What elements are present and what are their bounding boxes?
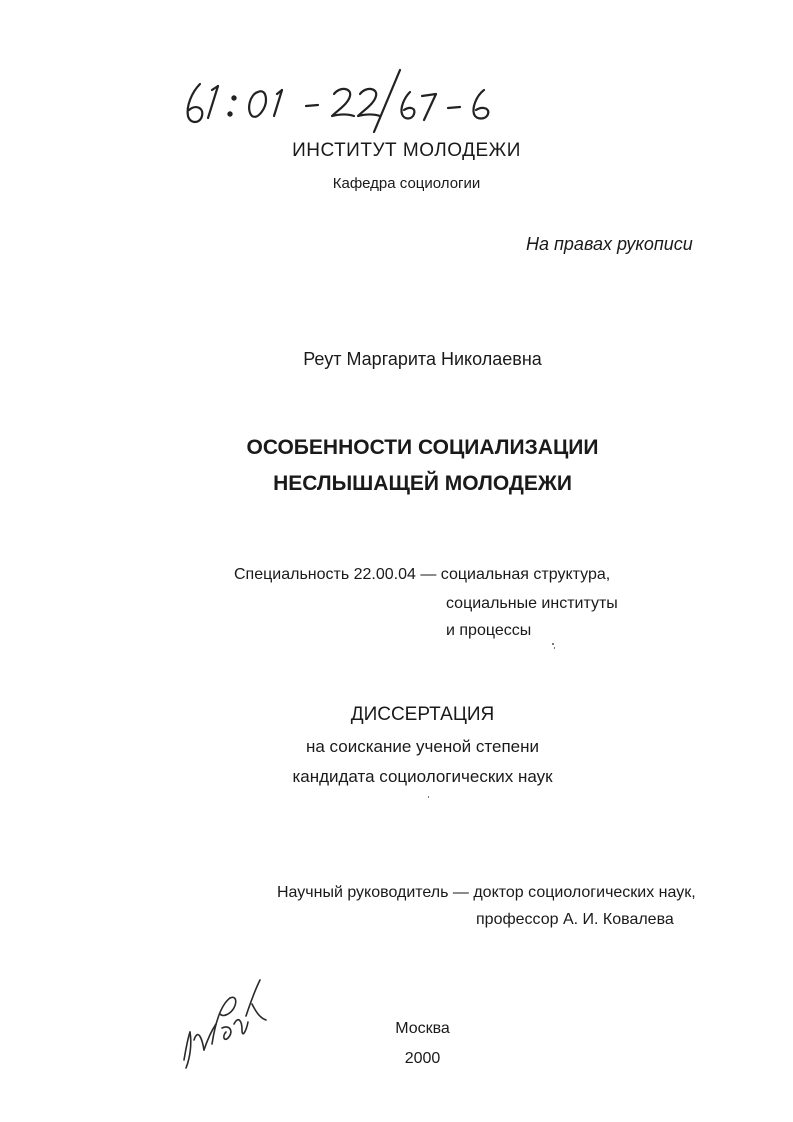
supervisor-line-1: Научный руководитель — доктор социологических наук, [277, 884, 696, 901]
institute-name: ИНСТИТУТ МОЛОДЕЖИ [292, 140, 521, 161]
handwritten-archive-code [178, 62, 538, 140]
dissertation-title-line-2: НЕСЛЫШАЩЕЙ МОЛОДЕЖИ [273, 472, 572, 495]
degree-line-2: кандидата социологических наук [292, 767, 553, 786]
dissertation-title-line-1: ОСОБЕННОСТИ СОЦИАЛИЗАЦИИ [246, 436, 599, 459]
dissertation-type: ДИССЕРТАЦИЯ [350, 704, 495, 725]
handwritten-signature [176, 968, 276, 1080]
scan-speck [428, 796, 429, 798]
scan-speck [554, 647, 555, 649]
degree-line-1: на соискание ученой степени [305, 737, 539, 756]
rights-note: На правах рукописи [526, 234, 693, 254]
year: 2000 [404, 1050, 441, 1067]
specialty-line-3: и процессы [446, 622, 532, 639]
city: Москва [395, 1020, 450, 1037]
department-name: Кафедра социологии [332, 175, 481, 192]
scan-speck [552, 643, 554, 645]
specialty-line-1: Специальность 22.00.04 — социальная структура, [234, 566, 611, 583]
specialty-line-2: социальные институты [446, 595, 618, 612]
author-name: Реут Маргарита Николаевна [303, 349, 542, 369]
supervisor-line-2: профессор А. И. Ковалева [476, 911, 674, 928]
